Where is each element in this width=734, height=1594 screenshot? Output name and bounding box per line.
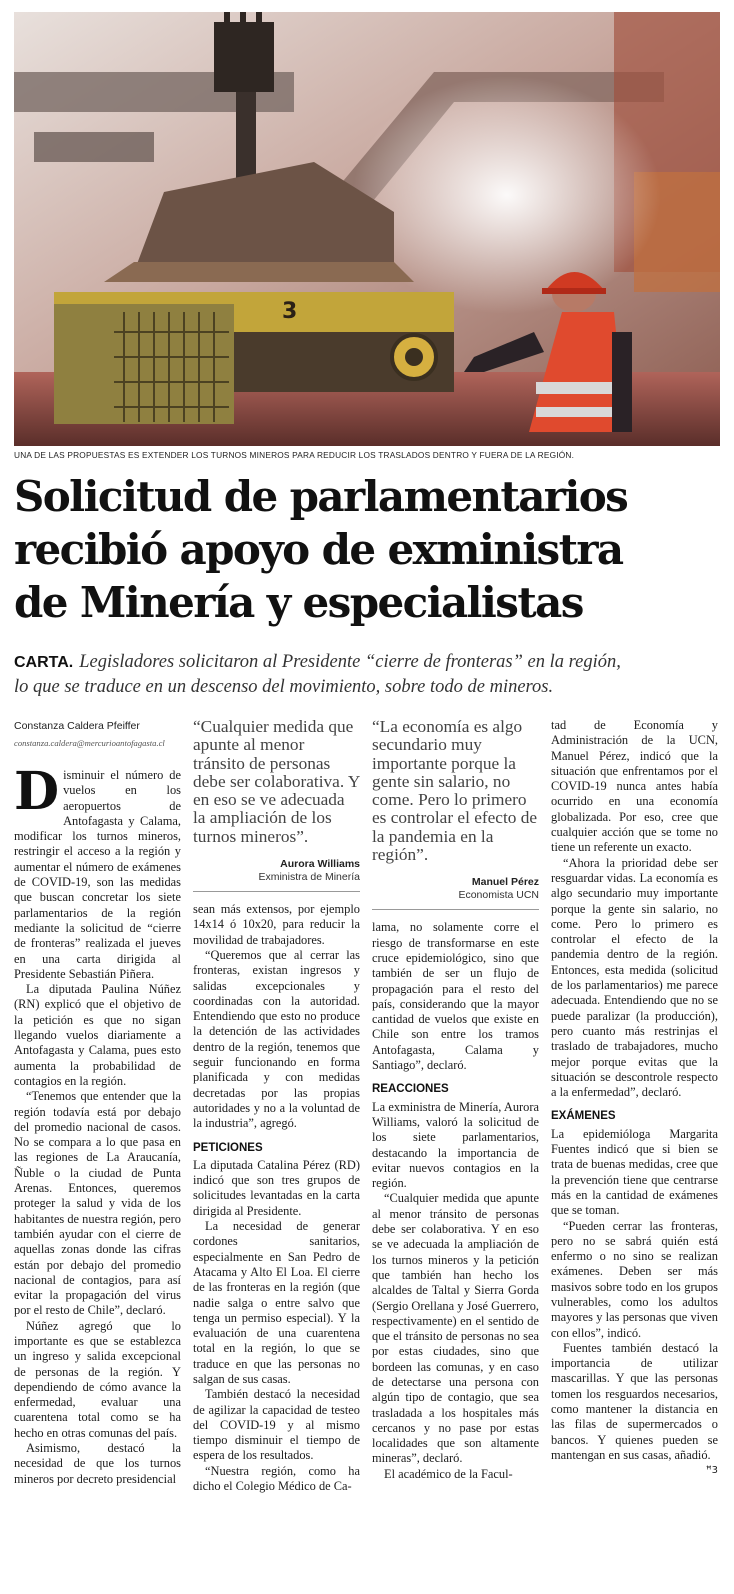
- article-body: [14, 761, 181, 1487]
- paragraph: “Tenemos que entender que la región todavía está por debajo del promedio nacional de casos. No se compara a lo que pasa en las regiones de La Araucanía, Ñuble o la ciudad de Punta Arenas. Entonces, queremos proteger la salud y vida de los habitantes de nuestra región, pero también ayudar con el cierre de aquellas zonas donde las cifras están por debajo del promedio nacional de contagios, para así evitar la propagación del virus por el resto de Chile”, declaró.: [14, 1089, 181, 1318]
- paragraph: tad de Economía y Administración de la UCN, Manuel Pérez, indicó que la situación que enfrentamos por el COVID-19 nunca antes había ocurrido en una economía globalizada. Por eso, cree que cualquier acción que se tome no tiene un referente un exacto.: [551, 718, 718, 855]
- pull-quote-text: “Cualquier medida que apunte al menor tránsito de personas debe ser colaborativa. Y en eso se ve adecuada la ampliación de los turnos mineros”.: [193, 717, 360, 846]
- drop-cap: D: [14, 761, 60, 822]
- photo-caption: UNA DE LAS PROPUESTAS ES EXTENDER LOS TURNOS MINEROS PARA REDUCIR LOS TRASLADOS DENTRO Y FUERA DE LA REGIÓN.: [14, 450, 575, 460]
- paragraph: También destacó la necesidad de agilizar la capacidad de testeo del COVID-19 y al mismo tiempo disminuir el tiempo de espera de los resultados.: [193, 1387, 360, 1463]
- paragraph: El académico de la Facul-: [384, 1466, 513, 1481]
- paragraph: sean más extensos, por ejemplo 14x14 ó 10x20, para reducir la movilidad de trabajadores.: [193, 902, 360, 947]
- column-4: [551, 718, 718, 1479]
- pull-quote-role: Exministra de Minería: [258, 871, 360, 884]
- crane-number: 3: [282, 299, 298, 324]
- pull-quote: [193, 718, 360, 892]
- deck-lead: CARTA.: [14, 654, 74, 671]
- column-2: [193, 718, 360, 1494]
- column-1: [14, 718, 181, 1487]
- paragraph: “Pueden cerrar las fronteras, pero no se sabrá quién está enfermo o no sino se realizan exámenes. Deben ser más masivos sobre todo en los grupos vulnerables, como los adultos mayores y las personas que viven con ellos”, indicó.: [551, 1218, 718, 1340]
- paragraph: La exministra de Minería, Aurora Williams, valoró la solicitud de los siete parlamentarios, destacando la importancia de evitar nuevos contagios en la región.: [372, 1099, 539, 1191]
- paragraph: La diputada Paulina Núñez (RN) explicó que el objetivo de la petición es que no sigan llegando vuelos diariamente a Antofagasta y Calama, pues esto aumenta la probabilidad de contagios en la región.: [14, 982, 181, 1088]
- pull-quote-name: Aurora Williams: [280, 858, 360, 871]
- deck: [14, 650, 720, 699]
- paragraph: La necesidad de generar cordones sanitarios, especialmente en San Pedro de Atacama y Alto El Loa. El cierre de las fronteras en la región (que nadie salga o entre salvo que tenga un permiso especial). Y la evaluación de una cuarentena total en la región, lo que se traduce en que las personas no salgan de sus casas.: [193, 1219, 360, 1386]
- paragraph: La diputada Catalina Pérez (RD) indicó que son tres grupos de solicitudes levantadas en la carta dirigida al Presidente.: [193, 1157, 360, 1218]
- divider: [193, 891, 360, 892]
- paragraph: Fuentes también destacó la importancia de utilizar mascarillas. Y que las personas tomen los resguardos necesarios, como mantener la distancia en las filas de supermercados o bancos. Y quienes pueden se mantengan en sus casas, añadió. ꟸ3: [551, 1341, 718, 1463]
- paragraph: “Cualquier medida que apunte al menor tránsito de personas debe ser colaborativa. Y en eso se ve adecuada la ampliación de los turnos mineros y la petición que también han hecho los alcaldes de Taltal y Sierra Gorda (Sergio Orellana y José Guerrero, respectivamente) en el sentido de que el tránsito de personas no sea por estas ciudades, sino que bordeen las comunas, y en caso de detectarse una persona con algún tipo de contagio, que sea trasladada a los hospitales más cercanos y no pase por estas localidades que son altamente mineras”, declaró.: [372, 1191, 539, 1466]
- paragraph: “Nuestra región, como ha dicho el Colegio Médico de Ca-: [193, 1463, 360, 1494]
- section-subhead: PETICIONES: [193, 1141, 263, 1154]
- section-subhead: REACCIONES: [372, 1083, 449, 1096]
- deck-text: lo que se traduce en un descenso del movimiento, sobre todo de mineros.: [14, 677, 554, 697]
- article-body: [372, 920, 539, 1482]
- paragraph: “Ahora la prioridad debe ser resguardar vidas. La economía es algo secundario muy importante porque la gente sin salario, no come. Pero lo primero es controlar el efecto de la pandemia dentro de la región. Entonces, esta medida (solicitud de los parlamentarios) me parece adecuada. Entendiendo que no se puede paralizar (la producción), pero cuanto más restrinjas el traslado de trabajadores, mucho mejor porque evitas que la situación se descontrole respecto a la enfermedad”, declaró.: [551, 855, 718, 1100]
- pull-quote: [372, 718, 539, 910]
- pull-quote-text: “La economía es algo secundario muy importante porque la gente sin salario, no come. Pero lo primero es controlar el efecto de la pandemia en la región”.: [372, 717, 538, 865]
- paragraph: Disminuir el número de vuelos en los aeropuertos de Antofagasta y Calama, modificar los turnos mineros, restringir el acceso a la región y aumentar el número de exámenes de COVID-19, son las medidas que buscan concretar los siete parlamentarios de la región mediante la solicitud de “cierre de fronteras” realizada el jueves en una carta dirigida al Presidente Sebastián Piñera.: [14, 761, 181, 981]
- headline-line: Solicitud de parlamentarios: [14, 472, 628, 521]
- headline-line: recibió apoyo de exministra: [14, 525, 623, 574]
- article-photo: [14, 12, 720, 446]
- mining-smelter-illustration: [14, 12, 720, 446]
- pull-quote-name: Manuel Pérez: [471, 876, 539, 889]
- paragraph: “Queremos que al cerrar las fronteras, existan ingresos y salidas excepcionales y coordinadas con la autoridad. Entendiendo que esto no produce la detención de las actividades dentro de la región, tenemos que seguir funcionando en forma planificada y con medidas decretadas por las propias autoridades y no a la voluntad de la industria”, agregó.: [193, 947, 360, 1131]
- headline: [14, 470, 720, 629]
- divider: [372, 909, 539, 910]
- byline-email: constanza.caldera@mercurioantofagasta.cl: [14, 738, 165, 748]
- deck-text: Legisladores solicitaron al Presidente “cierre de fronteras” en la región,: [79, 652, 621, 672]
- end-mark-icon: ꟸ3: [705, 1465, 718, 1477]
- section-subhead: EXÁMENES: [551, 1110, 616, 1123]
- paragraph: La epidemióloga Margarita Fuentes indicó que si bien se trata de buenas medidas, cree que la prevención tiene que centrarse más en la cantidad de exámenes que se toman.: [551, 1126, 718, 1218]
- paragraph: Núñez agregó que lo importante es que se establezca un ingreso y salida excepcional de personas de la región. Y dependiendo de cómo avance la enfermedad, evaluar una cuarentena total como se ha hecho en otras comunas del país.: [14, 1318, 181, 1440]
- paragraph: lama, no solamente corre el riesgo de transformarse en este cruce epidemiológico, sino que también de ser un flujo de propagación para el resto del país, considerando que la mayor cantidad de vuelos que existe en Chile son entre los tramos Antofagasta, Calama y Santiago”, declaró.: [372, 920, 539, 1073]
- column-3: [372, 718, 539, 1482]
- byline-name: Constanza Caldera Pfeiffer: [14, 720, 140, 732]
- article-body: [551, 718, 718, 1477]
- paragraph: Asimismo, destacó la necesidad de que los turnos mineros por decreto presidencial: [14, 1441, 181, 1486]
- pull-quote-role: Economista UCN: [458, 889, 539, 902]
- headline-line: de Minería y especialistas: [14, 578, 583, 627]
- article-body: [193, 902, 360, 1494]
